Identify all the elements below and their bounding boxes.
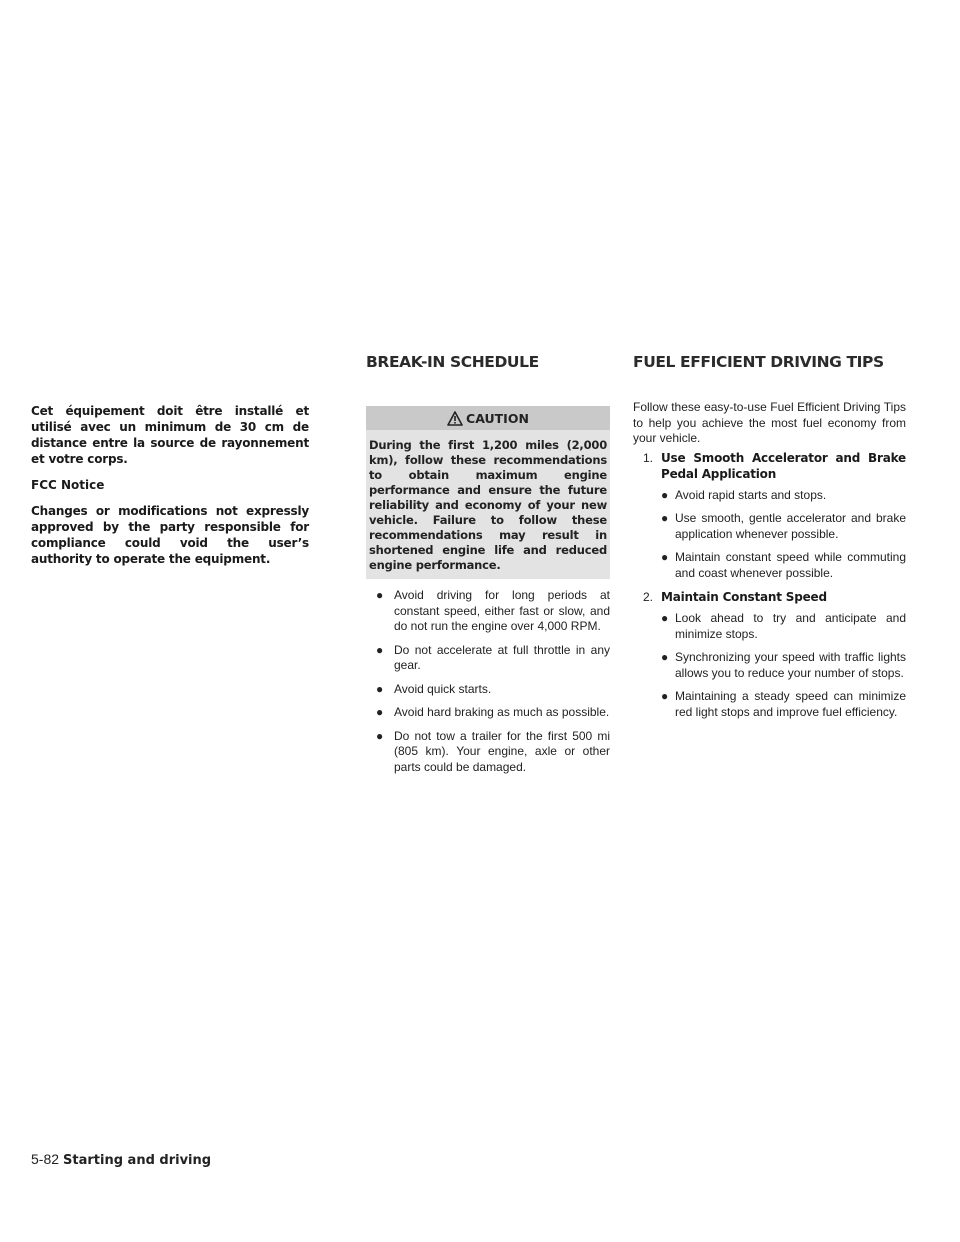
list-item: ● Look ahead to try and anticipate and minimize stops. (661, 611, 906, 641)
bullet-icon: ● (376, 642, 384, 657)
section-number: 2. (643, 590, 654, 604)
bullet-icon: ● (661, 611, 669, 625)
fuel-section-1 (633, 450, 906, 582)
left-column (31, 403, 309, 577)
list-item: ● Synchronizing your speed with traffic lights allows you to reduce your number of stops. (661, 650, 906, 680)
page-number: 5-82 (31, 1151, 60, 1167)
page-footer (31, 1151, 211, 1168)
list-item: ● Do not accelerate at full throttle in any gear. (376, 642, 610, 672)
bullet-icon: ● (661, 511, 669, 525)
bullet-icon: ● (376, 588, 384, 602)
fuel-tips-column (633, 400, 906, 728)
section-number: 1. (643, 450, 654, 465)
list-item: ● Avoid driving for long periods at constant speed, either fast or slow, and do not run the engine over 4,000 RPM. (376, 588, 610, 633)
list-item: ● Maintaining a steady speed can minimize red light stops and improve fuel efficiency. (661, 689, 906, 719)
list-item: ● Use smooth, gentle accelerator and brake application whenever possible. (661, 511, 906, 541)
section-title: Use Smooth Accelerator and Brake Pedal Application (661, 450, 906, 481)
bullet-icon: ● (661, 487, 669, 502)
fuel-intro: Follow these easy-to-use Fuel Efficient Driving Tips to help you achieve the most fuel economy from your vehicle. (633, 400, 906, 445)
caution-header (366, 406, 610, 430)
chapter-title: Starting and driving (63, 1153, 212, 1168)
list-item: ● Do not tow a trailer for the first 500 mi (805 km). Your engine, axle or other parts could be damaged. (376, 728, 610, 774)
caution-label: CAUTION (466, 410, 529, 426)
french-notice: Cet équipement doit être installé et utilisé avec un minimum de 30 cm de distance entre la source de rayonnement et votre corps. (31, 404, 309, 466)
list-item: ● Avoid rapid starts and stops. (661, 487, 827, 502)
section-title: Maintain Constant Speed (661, 590, 827, 604)
break-in-list (366, 588, 610, 775)
warning-triangle-icon (447, 411, 463, 426)
fuel-efficient-tips-heading: FUEL EFFICIENT DRIVING TIPS (633, 353, 884, 371)
caution-text: During the first 1,200 miles (2,000 km), follow these recommendations to obtain maximum engine performance and ensure the future reliability and economy of your new vehicle. Failure to follow these recommendations may result in shortened engine life and reduced engine performance. (366, 430, 610, 579)
bullet-icon: ● (376, 705, 384, 719)
list-item: ● Maintain constant speed while commuting and coast whenever possible. (661, 550, 906, 580)
list-item: ● Avoid quick starts. (376, 681, 492, 696)
fcc-notice-title: FCC Notice (31, 478, 105, 492)
bullet-icon: ● (661, 689, 669, 703)
break-in-schedule-heading: BREAK-IN SCHEDULE (366, 353, 539, 371)
break-in-column (366, 406, 610, 783)
fuel-section-2 (633, 589, 906, 720)
fcc-notice-text: Changes or modifications not expressly approved by the party responsible for compliance could void the user’s authority to operate the equipment. (31, 504, 309, 566)
bullet-icon: ● (376, 728, 384, 743)
bullet-icon: ● (661, 550, 669, 564)
bullet-icon: ● (376, 681, 384, 696)
list-item: ● Avoid hard braking as much as possible. (376, 705, 610, 719)
bullet-icon: ● (661, 650, 669, 664)
